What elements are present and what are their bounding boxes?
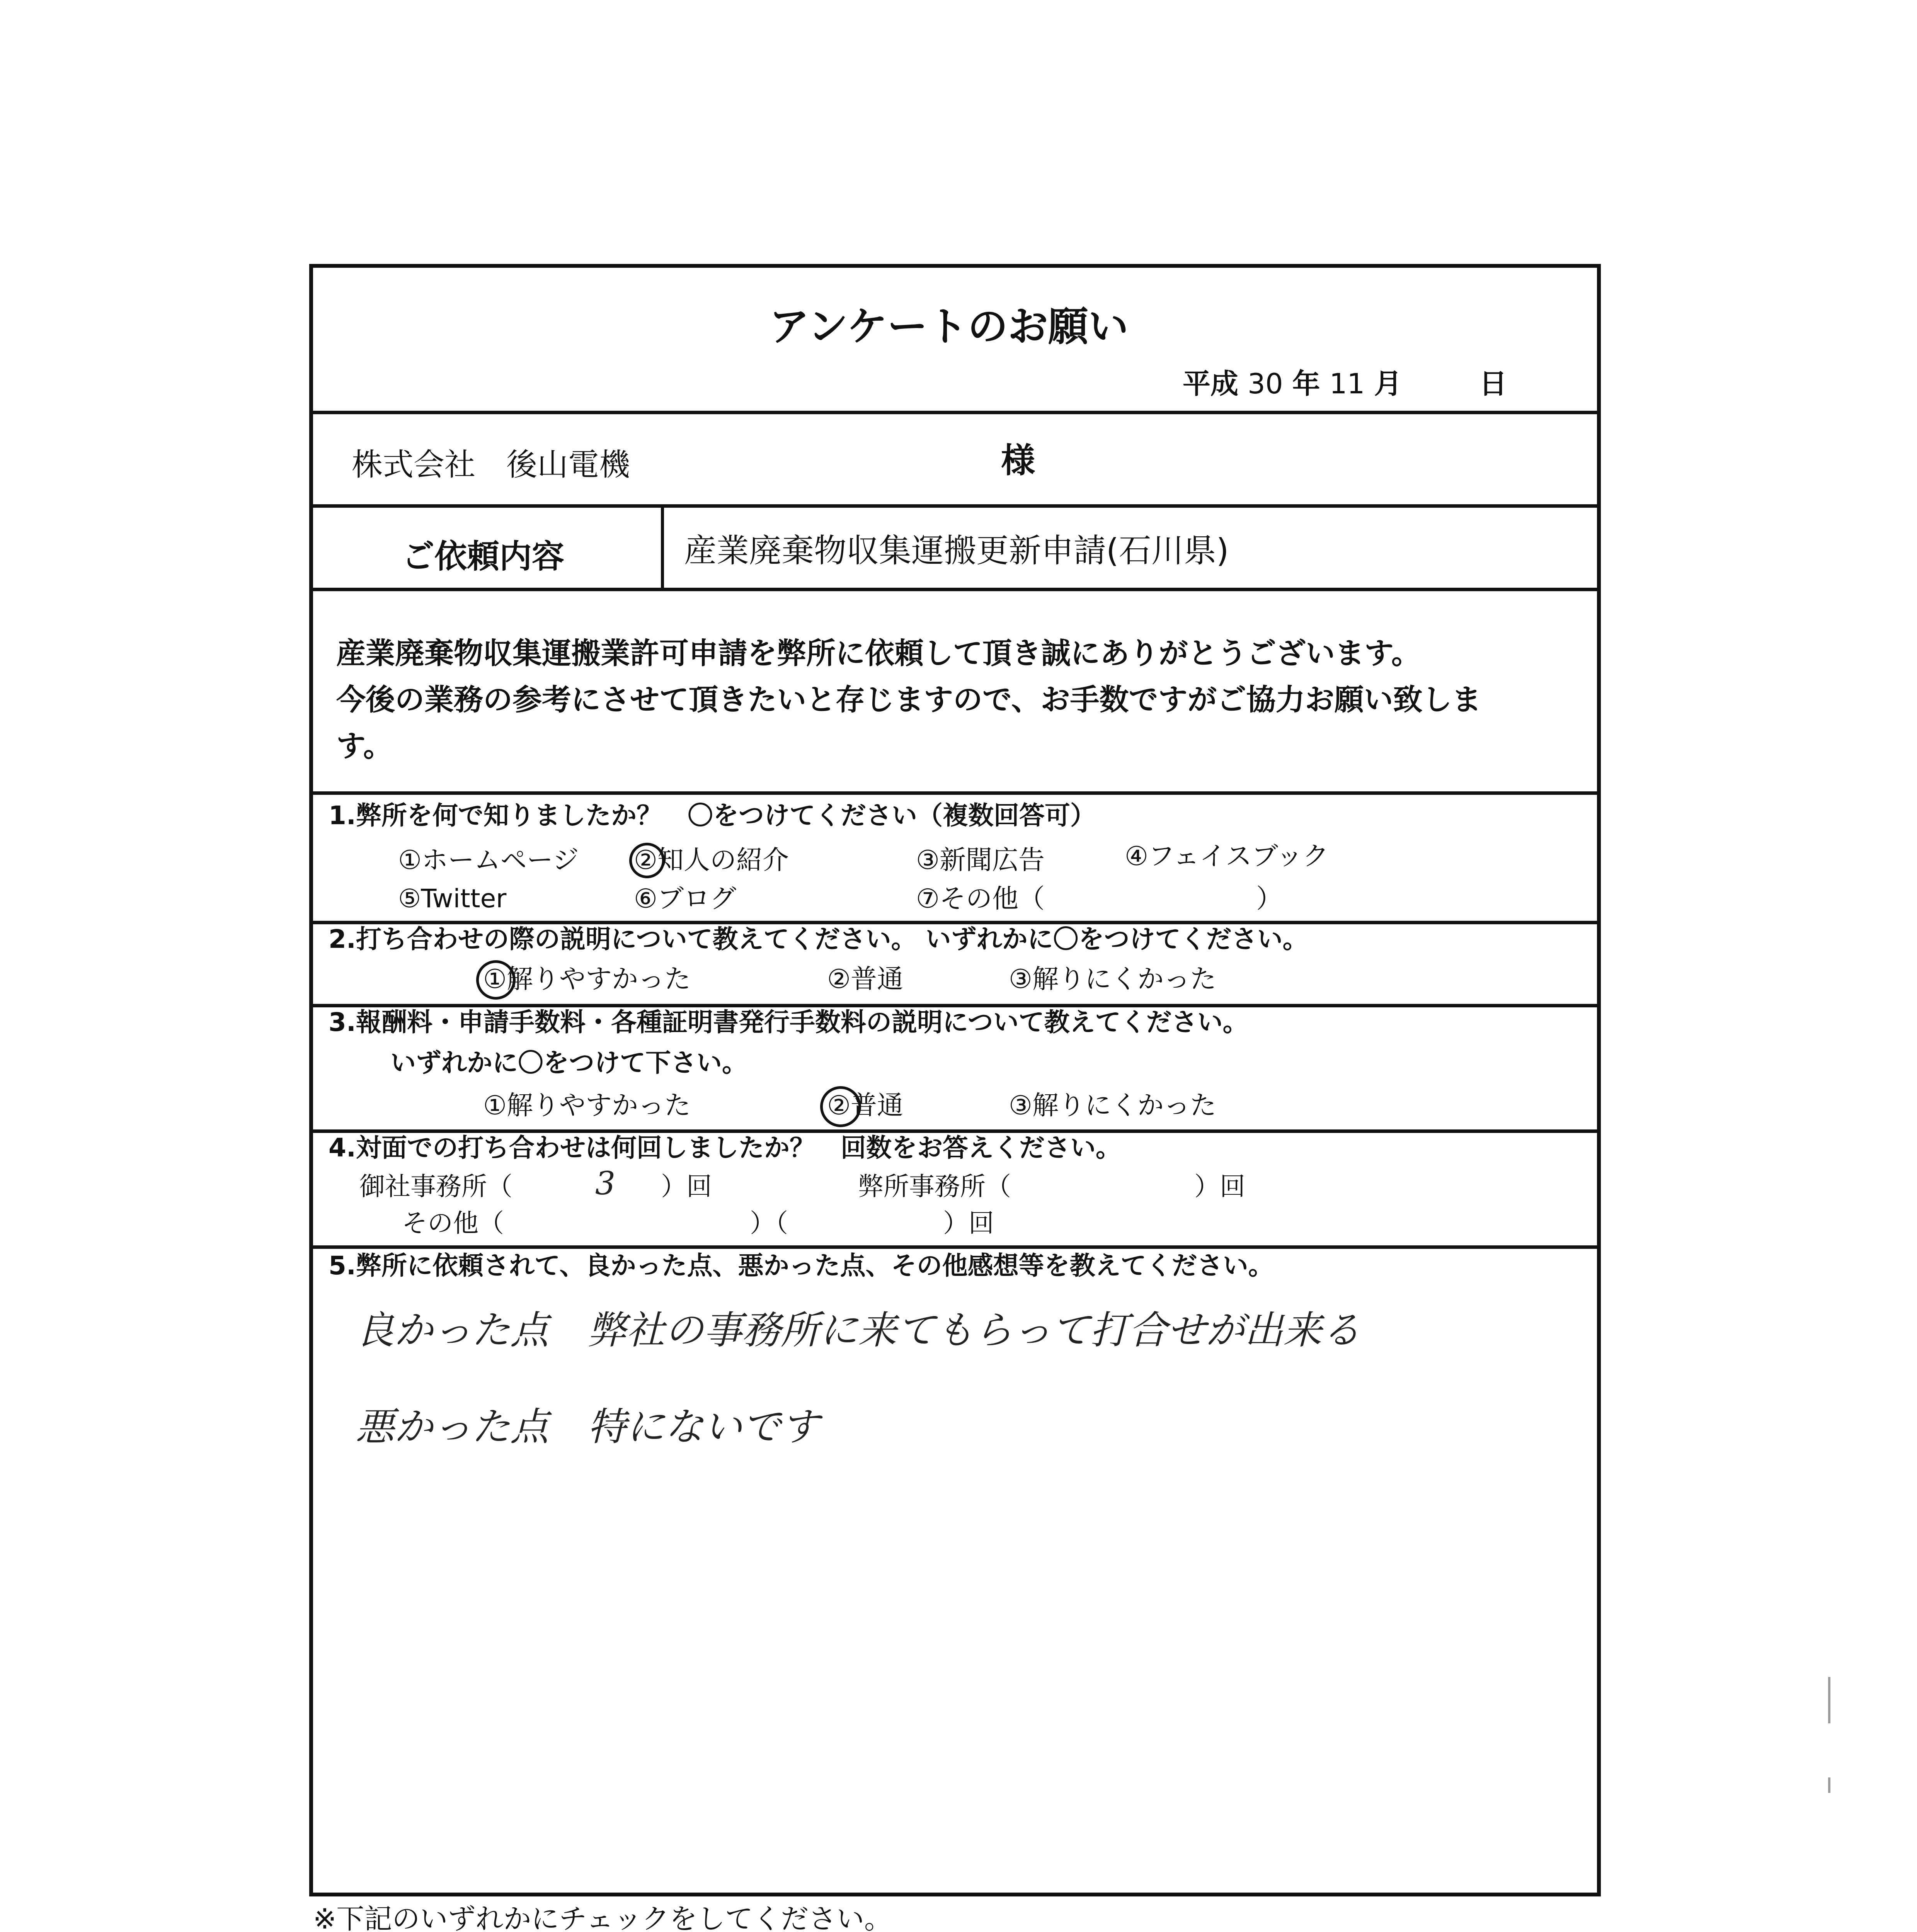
q2-option-unclear[interactable]: ③解りにくかった xyxy=(1009,964,1216,995)
q3-option-unclear[interactable]: ③解りにくかった xyxy=(1009,1090,1216,1121)
q1-question: 1.弊所を何で知りましたか？ 〇をつけてください（複数回答可） xyxy=(329,801,1096,830)
intro-line3: す。 xyxy=(336,729,393,763)
date-era: 平成 xyxy=(1183,367,1239,400)
divider xyxy=(313,1245,1597,1249)
q4-other-label: その他（ xyxy=(402,1208,504,1238)
q1-option-homepage[interactable]: ①ホームページ xyxy=(398,845,579,876)
divider xyxy=(313,504,1597,508)
date-year: 30 xyxy=(1248,367,1283,400)
q4-other-mid: ）（ xyxy=(750,1208,788,1238)
survey-form xyxy=(309,264,1601,1896)
q1-option-referral[interactable]: ②知人の紹介 xyxy=(634,845,789,876)
q4-client-office-count[interactable]: 3 xyxy=(595,1165,616,1202)
q5-answer-bad[interactable]: 悪かった点 特にないです xyxy=(356,1404,819,1449)
q2-question: 2.打ち合わせの際の説明について教えてください。 いずれかに〇をつけてください。 xyxy=(329,924,1308,954)
q4-our-office-label: 弊所事務所（ xyxy=(858,1172,1011,1201)
q1-option-other-close: ） xyxy=(1256,884,1283,914)
q1-option-twitter[interactable]: ⑤Twitter xyxy=(398,884,507,913)
divider xyxy=(313,1004,1597,1007)
q4-question: 4.対面での打ち合わせは何回しましたか？ 回数をお答えください。 xyxy=(329,1133,1121,1163)
request-label: ご依頼内容 xyxy=(402,537,565,575)
scan-mark xyxy=(1828,1777,1830,1793)
intro-line2: 今後の業務の参考にさせて頂きたいと存じますので、お手数ですがご協力お願い致しま xyxy=(336,682,1481,717)
selected-circle-mark xyxy=(629,843,665,878)
q1-option-facebook[interactable]: ④フェイスブック xyxy=(1125,841,1329,872)
q5-question: 5.弊所に依頼されて、良かった点、悪かった点、その他感想等を教えてください。 xyxy=(329,1251,1274,1281)
divider xyxy=(313,921,1597,924)
request-separator xyxy=(661,504,664,590)
client-honorific: 様 xyxy=(1001,440,1035,480)
date-month-unit: 月 xyxy=(1374,367,1402,400)
q4-our-office-unit: ）回 xyxy=(1194,1172,1245,1201)
selected-circle-mark xyxy=(476,960,516,1000)
q3-question-line2: いずれかに〇をつけて下さい。 xyxy=(390,1048,747,1078)
q1-option-newspaper[interactable]: ③新聞広告 xyxy=(916,845,1045,876)
q2-option-normal[interactable]: ②普通 xyxy=(827,964,903,995)
divider xyxy=(313,1129,1597,1133)
q2-option-clear[interactable]: ①解りやすかった xyxy=(483,964,691,995)
q4-client-office-label: 御社事務所（ xyxy=(359,1172,512,1201)
q3-option-normal[interactable]: ②普通 xyxy=(827,1090,903,1121)
intro-line1: 産業廃棄物収集運搬業許可申請を弊所に依頼して頂き誠にありがとうございます。 xyxy=(336,636,1421,670)
q3-question-line1: 3.報酬料・申請手数料・各種証明書発行手数料の説明について教えてください。 xyxy=(329,1007,1248,1037)
date-line xyxy=(1183,361,1507,401)
selected-circle-mark xyxy=(820,1086,861,1127)
client-company: 株式会社 後山電機 xyxy=(352,447,630,483)
divider xyxy=(313,411,1597,414)
q4-other-unit: ）回 xyxy=(943,1208,994,1238)
q4-client-office-unit: ）回 xyxy=(661,1172,712,1201)
q1-option-other[interactable]: ⑦その他（ xyxy=(916,884,1045,914)
divider xyxy=(313,791,1597,795)
request-value: 産業廃棄物収集運搬更新申請(石川県) xyxy=(684,532,1229,570)
date-day-unit: 日 xyxy=(1479,367,1507,400)
q1-option-blog[interactable]: ⑥ブログ xyxy=(634,884,736,914)
consent-note: ※下記のいずれかにチェックをしてください。 xyxy=(313,1903,892,1932)
form-title: アンケートのお願い xyxy=(769,303,1129,350)
q3-option-clear[interactable]: ①解りやすかった xyxy=(483,1090,691,1121)
divider xyxy=(313,588,1597,591)
scan-mark xyxy=(1828,1677,1830,1723)
date-year-unit: 年 xyxy=(1292,367,1320,400)
q5-answer-good[interactable]: 良かった点 弊社の事務所に来てもらって打合せが出来る xyxy=(356,1308,1360,1353)
date-month: 11 xyxy=(1329,367,1365,400)
